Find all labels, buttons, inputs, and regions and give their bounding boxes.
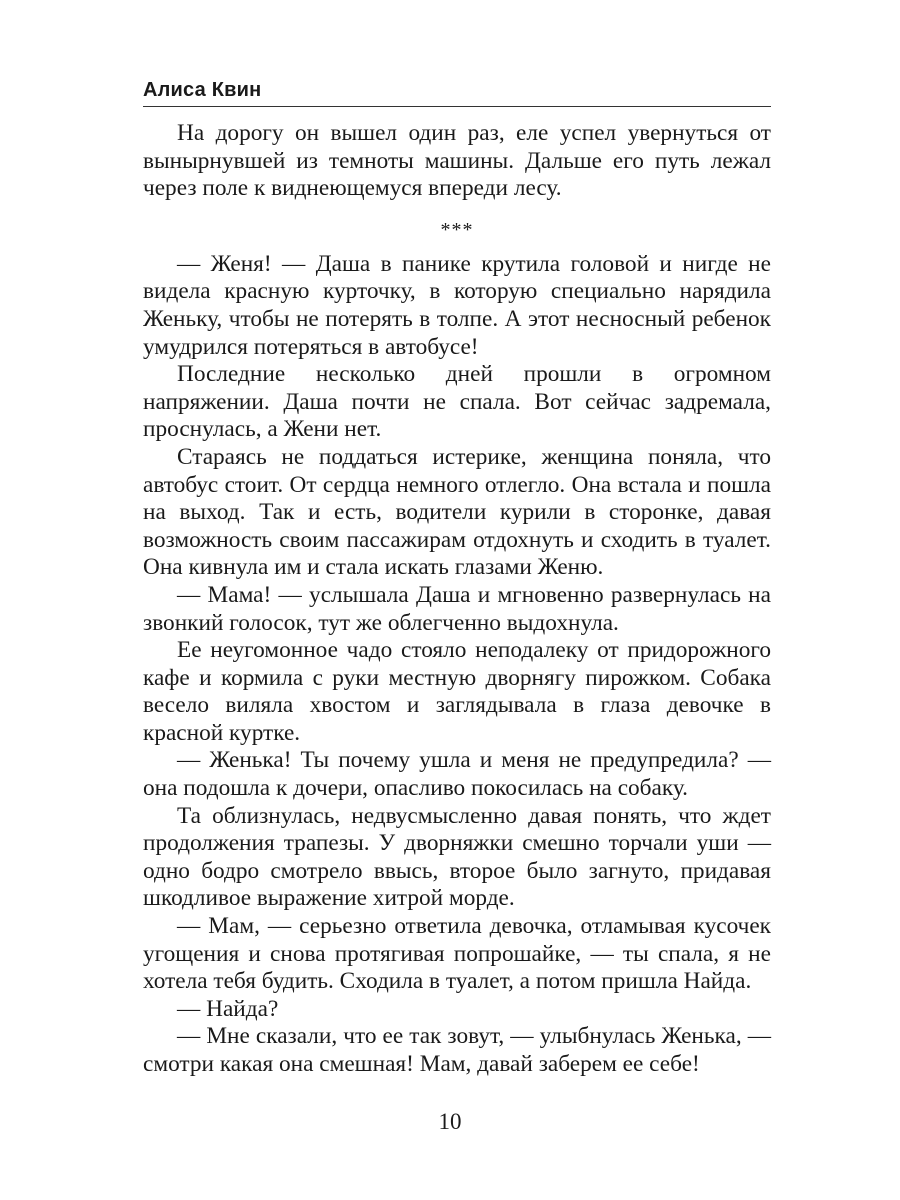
- paragraph: — Женя! — Даша в панике крутила головой и нигде не видела красную курточку, в которую специально нарядила Женьку, чтобы не потерять в толпе. А этот несносный ребенок умудрился потеряться в автобусе!: [143, 250, 771, 360]
- scene-break: ***: [440, 218, 474, 241]
- paragraph: Последние несколько дней прошли в огромном напряжении. Даша почти не спала. Вот сейчас задремала, проснулась, а Жени нет.: [143, 361, 771, 443]
- paragraph: — Мама! — услышала Даша и мгновенно развернулась на звонкий голосок, тут же облегченно выдохнула.: [143, 581, 771, 636]
- body-text: [143, 120, 771, 1079]
- running-head-author: Алиса Квин: [143, 79, 262, 101]
- paragraph: — Найда?: [177, 995, 279, 1022]
- paragraph: На дорогу он вышел один раз, еле успел увернуться от вынырнувшей из темноты машины. Дальше его путь лежал через поле к виднеющемуся впереди лесу.: [143, 120, 771, 202]
- header-divider: [143, 106, 771, 107]
- paragraph: Стараясь не поддаться истерике, женщина поняла, что автобус стоит. От сердца немного отлегло. Она встала и пошла на выход. Так и есть, водители курили в сторонке, давая возможность своим пассажирам отдохнуть и сходить в туалет. Она кивнула им и стала искать глазами Женю.: [143, 443, 771, 581]
- page-number: 10: [438, 1109, 462, 1134]
- paragraph: Та облизнулась, недвусмысленно давая понять, что ждет продолжения трапезы. У дворняжки смешно торчали уши — одно бодро смотрело ввысь, второе было загнуто, придавая шкодливое выражение хитрой морде.: [143, 802, 771, 912]
- paragraph: Ее неугомонное чадо стояло неподалеку от придорожного кафе и кормила с руки местную дворнягу пирожком. Собака весело виляла хвостом и заглядывала в глаза девочке в красной куртке.: [143, 637, 771, 746]
- paragraph: — Мне сказали, что ее так зовут, — улыбнулась Женька, — смотри какая она смешная! Мам, давай заберем ее себе!: [143, 1023, 771, 1077]
- paragraph: — Женька! Ты почему ушла и меня не предупредила? — она подошла к дочери, опасливо покосилась на собаку.: [143, 747, 771, 802]
- paragraph: — Мам, — серьезно ответила девочка, отламывая кусочек угощения и снова протягивая попрошайке, — ты спала, я не хотела тебя будить. Сходила в туалет, а потом пришла Найда.: [143, 913, 771, 995]
